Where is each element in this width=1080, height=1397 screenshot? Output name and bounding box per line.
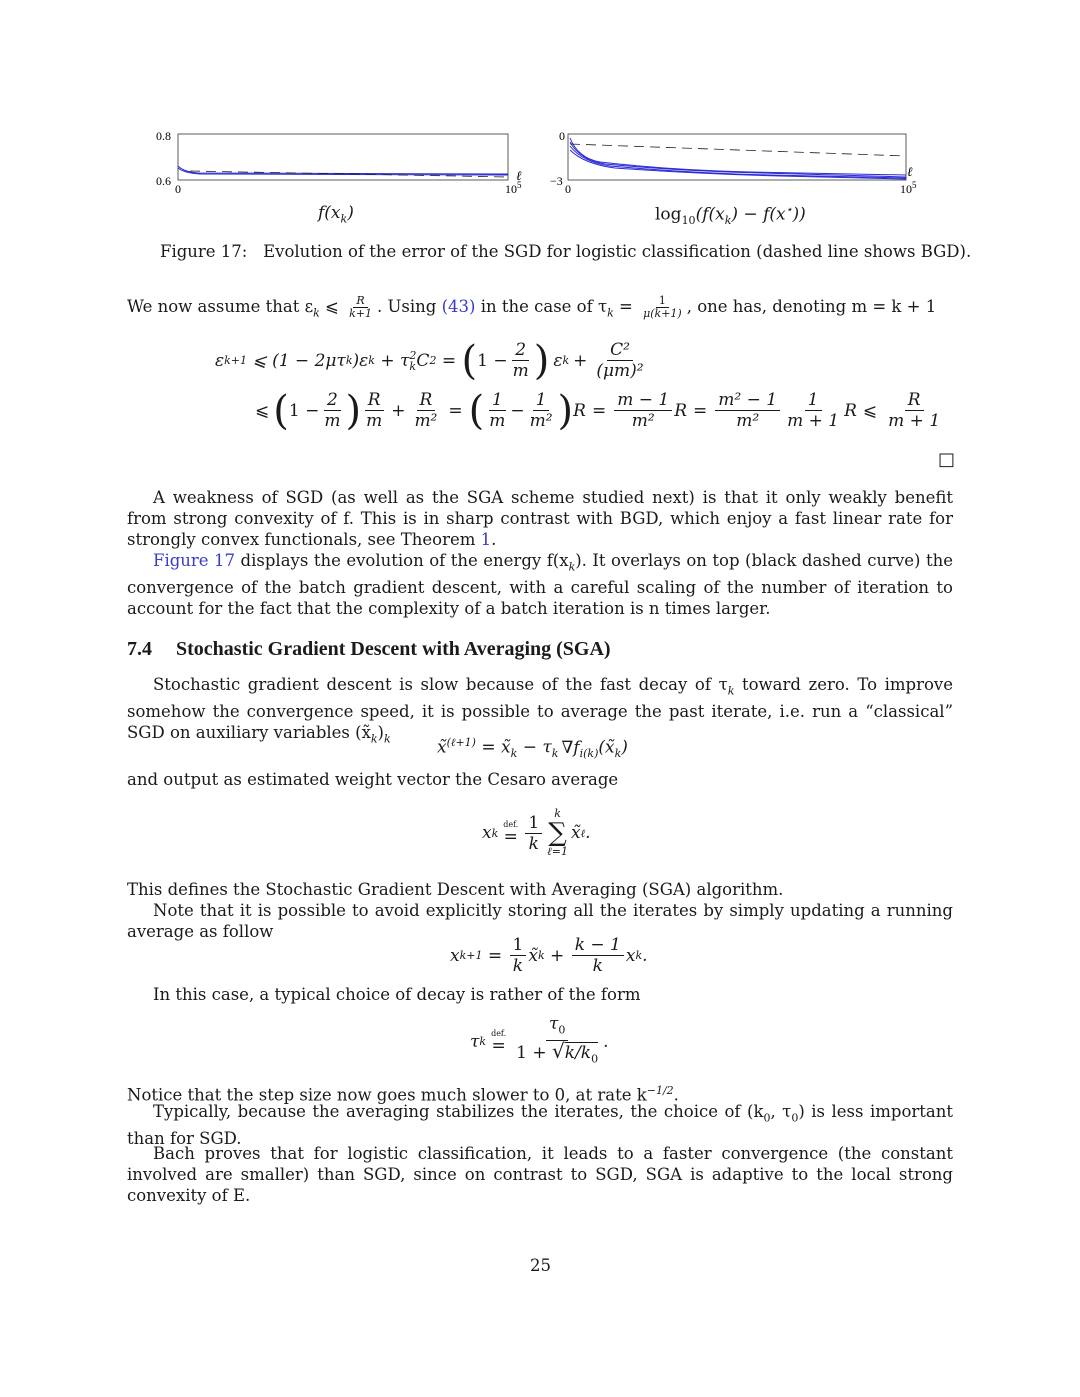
left-sgd-curve [178,166,508,174]
paragraph-step-rate: Notice that the step size now goes much slower to 0, at rate $k^{-1/2}$. [127,1084,679,1105]
equation-sgd-update: x̃$^{(\ell+1)}$ = $x̃_k - \tau_k$ $\nabla f_{i(k)}(x̃_k)$ [437,736,628,761]
right-plot-frame [568,134,906,180]
paragraph-decay-choice: In this case, a typical choice of decay is rather of the form [153,985,641,1004]
right-y-top-tick: 0 [559,129,565,143]
qed-symbol: □ [938,449,956,470]
paragraph-figure-description: Figure 17 displays the evolution of the energy $f(x_k)$. It overlays on top (black dashed curve) the convergence of the batch gradient descent, with a careful scaling of the number of iteration to account for the fact that the complexity of a batch iteration is n times larger. [127,551,953,619]
paragraph-cesaro: and output as estimated weight vector the Cesaro average [127,770,619,789]
equation-line-1: ε k+1 ⩽ (1 − 2μτ k )ε k + τ 2 k C 2 = ( 1 − $\frac{2}{m}$ ) ε k + $\frac{\text{C²}}{\text{(μm)²}}$ [215,337,644,384]
equation-ref-43[interactable]: (43) [441,297,476,316]
left-x-right-tick: $10^5$ [505,180,522,196]
right-sgd-curve [570,146,906,178]
right-axis-symbol: ℓ [907,164,913,179]
right-plot-curves [570,138,906,179]
paragraph-assumption: We now assume that $\varepsilon_k$ ⩽ $\frac{R}{k+1}$ . Using (43) in the case of $\tau_k$ = $\frac{1}{\mu(k+1)}$ , one has, denoting m = k + 1 [127,294,937,320]
page-number: 25 [530,1256,551,1275]
right-x-right-tick: $10^5$ [900,180,917,196]
right-x-left-tick: 0 [565,182,571,196]
equation-running-average: x k+1 = $\frac{1}{k}$ x̃ k + $\frac{k - 1}{k}$ x k . [450,935,648,976]
paragraph-sga-intro: Stochastic gradient descent is slow because of the fast decay of $\tau_k$ toward zero. To improve somehow the convergence speed, it is possible to average the past iterate, i.e. run a “classical” SGD on auxiliary variables $(x̃_k)_k$ [127,675,953,746]
left-plot-curves [178,166,508,177]
left-axis-symbol: ℓ [516,168,522,183]
paragraph-running-average: Note that it is possible to avoid explicitly storing all the iterates by simply updating a running average as follow [127,901,953,941]
figure-plots [150,126,930,226]
paragraph-weakness: A weakness of SGD (as well as the SGA scheme studied next) is that it only weakly benefit from strong convexity of f. This is in sharp contrast with BGD, which enjoy a fast linear rate for strongly convex functionals, see Theorem 1. [127,488,953,549]
right-bgd-dashed-curve [570,144,906,156]
right-plot-caption: $\log_{10}(f(x_k) - f(x^⋆))$ [655,203,806,228]
right-sgd-curve [570,138,906,175]
figure-17 [150,126,930,226]
left-y-top-tick: 0.8 [156,129,171,143]
paragraph-bach-proof: Bach proves that for logistic classification, it leads to a faster convergence (the constant involved are smaller) than SGD, since on contrast to SGD, SGA is adaptive to the local strong convexity of E. [127,1144,953,1205]
equation-step-size: τ k def. = $\frac{\tau_0}{1 + √k/k_0}$ . [470,1014,609,1066]
figure-ref-17[interactable]: Figure 17 [153,551,236,570]
left-plot-caption: $f(x_k)$ [318,203,354,226]
section-heading: 7.4 Stochastic Gradient Descent with Averaging (SGA) [127,638,611,660]
paragraph-averaging-stabilizes: Typically, because the averaging stabilizes the iterates, the choice of ($k_0$, $\tau_0$) is less important than for SGD. [127,1102,953,1149]
paragraph-sga-definition: This defines the Stochastic Gradient Descent with Averaging (SGA) algorithm. [127,880,784,899]
right-y-bottom-tick: −3 [550,174,563,188]
equation-cesaro-average: x k def. = $\frac{1}{k}$ k ∑ ℓ=1 x̃ ℓ . [482,807,591,858]
equation-line-2: ⩽ ( 1 − $\frac{2}{m}$ ) $\frac{R}{m}$ + $\frac{R}{\text{m²}}$ = ( $\frac{1}{m}$ − $\frac{1}{\text{m²}}$ ) R = $\frac{m - 1}{\text{m²}}$ R = $\frac{\text{m² − 1}}{\text{m²}}$ $\frac{1}{m + 1}$ R ⩽ $\frac{R}{m + 1}$ [255,387,941,434]
figure-caption: Figure 17: Evolution of the error of the SGD for logistic classification (dashed line shows BGD). [160,242,972,261]
left-y-bottom-tick: 0.6 [156,174,171,188]
theorem-ref-1[interactable]: 1 [480,530,492,549]
left-x-left-tick: 0 [175,182,181,196]
